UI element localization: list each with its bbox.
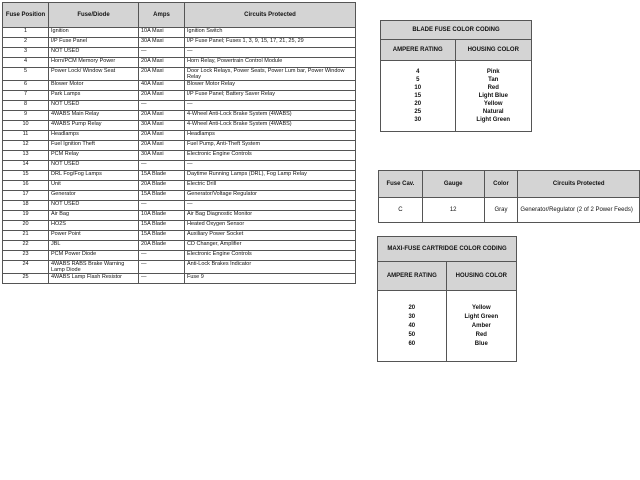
blade-color-value: Red	[487, 85, 499, 91]
cell-circuits-protected: Air Bag Diagnostic Monitor	[185, 211, 356, 221]
cell-fuse-diode: JBL	[49, 241, 139, 251]
cell-fuse-position: 25	[3, 274, 49, 284]
cell-fuse-diode: NOT USED	[49, 161, 139, 171]
cell-fuse-position: 18	[3, 201, 49, 211]
cell-fuse-diode: NOT USED	[49, 48, 139, 58]
cell-amps: 10A Blade	[139, 211, 185, 221]
cell-fuse-diode: Ignition	[49, 28, 139, 38]
maxi-color-value: Red	[475, 331, 487, 338]
maxi-rating-value: 20	[408, 304, 416, 311]
cell-fuse-diode: HO2S	[49, 221, 139, 231]
cell-fuse-position: 1	[3, 28, 49, 38]
maxi-colors-list	[446, 291, 516, 362]
cell-amps: —	[139, 261, 185, 274]
blade-rating-value: 20	[414, 101, 422, 107]
cell-fuse-diode: Generator	[49, 191, 139, 201]
cell-fuse-position: 20	[3, 221, 49, 231]
table-row	[3, 81, 356, 91]
cell-amps: 15A Blade	[139, 231, 185, 241]
table-row	[3, 261, 356, 274]
maxi-rating-value: 30	[408, 313, 416, 320]
cav-header-color: Color	[484, 171, 518, 198]
maxi-rating-value: 50	[408, 331, 416, 338]
cav-cell-gauge: 12	[422, 198, 484, 223]
cell-fuse-diode: Horn/PCM Memory Power	[49, 58, 139, 68]
blade-rating-value: 30	[414, 117, 422, 123]
table-row	[3, 171, 356, 181]
table-row	[3, 251, 356, 261]
table-row	[3, 141, 356, 151]
cell-amps: 20A Maxi	[139, 58, 185, 68]
cell-circuits-protected: I/P Fuse Panel; Battery Saver Relay	[185, 91, 356, 101]
maxi-col-ampere: AMPERE RATING	[378, 262, 447, 291]
cell-amps: 15A Blade	[139, 191, 185, 201]
cell-amps: 15A Blade	[139, 171, 185, 181]
cell-circuits-protected: Auxiliary Power Socket	[185, 231, 356, 241]
cell-circuits-protected: Anti-Lock Brakes Indicator	[185, 261, 356, 274]
cell-fuse-diode: Park Lamps	[49, 91, 139, 101]
cell-amps: 15A Blade	[139, 221, 185, 231]
blade-color-value: Yellow	[483, 101, 503, 107]
header-fuse-position: Fuse Position	[3, 3, 49, 28]
blade-col-color: HOUSING COLOR	[455, 40, 532, 61]
cell-fuse-diode: PCM Power Diode	[49, 251, 139, 261]
blade-color-value: Pink	[486, 69, 500, 75]
cell-fuse-position: 23	[3, 251, 49, 261]
cell-amps: 30A Maxi	[139, 121, 185, 131]
cell-fuse-position: 5	[3, 68, 49, 81]
cell-fuse-diode: Power Point	[49, 231, 139, 241]
maxi-color-value: Yellow	[471, 304, 491, 311]
cell-circuits-protected: Daytime Running Lamps (DRL), Fog Lamp Relay	[185, 171, 356, 181]
cell-amps: 20A Maxi	[139, 111, 185, 121]
cell-circuits-protected: Horn Relay, Powertrain Control Module	[185, 58, 356, 68]
table-row	[3, 241, 356, 251]
cell-circuits-protected: 4-Wheel Anti-Lock Brake System (4WABS)	[185, 121, 356, 131]
table-row	[3, 111, 356, 121]
maxi-color-value: Amber	[471, 322, 491, 329]
cell-fuse-position: 10	[3, 121, 49, 131]
cell-fuse-diode: Air Bag	[49, 211, 139, 221]
cell-fuse-position: 12	[3, 141, 49, 151]
cell-fuse-position: 19	[3, 211, 49, 221]
cell-circuits-protected: Electronic Engine Controls	[185, 251, 356, 261]
cell-circuits-protected: Electric Drill	[185, 181, 356, 191]
cell-circuits-protected: Fuse 9	[185, 274, 356, 284]
cell-amps: 10A Maxi	[139, 28, 185, 38]
cell-circuits-protected: Headlamps	[185, 131, 356, 141]
cell-fuse-position: 3	[3, 48, 49, 58]
table-row	[3, 101, 356, 111]
cell-fuse-position: 4	[3, 58, 49, 68]
cell-amps: 20A Maxi	[139, 141, 185, 151]
table-row	[3, 201, 356, 211]
cav-cell-fuse-cav: C	[379, 198, 423, 223]
table-row	[3, 151, 356, 161]
cell-amps: —	[139, 201, 185, 211]
cell-fuse-position: 22	[3, 241, 49, 251]
cell-circuits-protected: Generator/Voltage Regulator	[185, 191, 356, 201]
table-row	[3, 181, 356, 191]
maxi-table-title: MAXI-FUSE CARTRIDGE COLOR CODING	[378, 237, 517, 262]
table-row	[3, 211, 356, 221]
cav-header-circuits: Circuits Protected	[518, 171, 640, 198]
cell-fuse-position: 14	[3, 161, 49, 171]
cell-fuse-diode: NOT USED	[49, 101, 139, 111]
cell-fuse-diode: PCM Relay	[49, 151, 139, 161]
cell-fuse-position: 8	[3, 101, 49, 111]
cell-fuse-diode: 4WABS RABS Brake Warning Lamp Diode	[49, 261, 139, 274]
main-table-body	[3, 28, 356, 284]
cell-fuse-position: 9	[3, 111, 49, 121]
cell-amps: 20A Blade	[139, 241, 185, 251]
maxi-color-value: Light Green	[464, 313, 499, 320]
cell-amps: 20A Maxi	[139, 131, 185, 141]
table-row	[3, 221, 356, 231]
blade-fuse-color-table	[380, 20, 532, 132]
cell-amps: 20A Maxi	[139, 91, 185, 101]
blade-rating-value: 10	[414, 85, 422, 91]
main-table-header	[3, 3, 356, 28]
table-row	[3, 191, 356, 201]
fuse-panel-table	[2, 2, 356, 284]
cell-circuits-protected: Electronic Engine Controls	[185, 151, 356, 161]
blade-table-title: BLADE FUSE COLOR CODING	[381, 21, 532, 40]
blade-color-value: Light Blue	[478, 93, 508, 99]
blade-col-ampere: AMPERE RATING	[381, 40, 456, 61]
blade-rating-value: 5	[416, 77, 420, 83]
fuse-cavity-table	[378, 170, 640, 223]
maxi-rating-value: 60	[408, 340, 416, 347]
blade-rating-value: 15	[414, 93, 422, 99]
header-amps: Amps	[139, 3, 185, 28]
header-circuits-protected: Circuits Protected	[185, 3, 356, 28]
cell-amps: —	[139, 274, 185, 284]
cell-amps: —	[139, 251, 185, 261]
cell-amps: 30A Maxi	[139, 38, 185, 48]
cell-fuse-position: 24	[3, 261, 49, 274]
blade-color-value: Tan	[488, 77, 499, 83]
cell-fuse-diode: 4WABS Pump Relay	[49, 121, 139, 131]
cell-amps: 20A Blade	[139, 181, 185, 191]
cell-amps: 40A Maxi	[139, 81, 185, 91]
blade-rating-value: 4	[416, 69, 420, 75]
blade-colors-list	[455, 61, 532, 132]
cell-amps: 20A Maxi	[139, 68, 185, 81]
table-row	[3, 231, 356, 241]
maxi-ratings-list	[378, 291, 447, 362]
table-row	[3, 68, 356, 81]
table-row	[3, 121, 356, 131]
blade-ratings-list	[381, 61, 456, 132]
maxi-color-value: Blue	[474, 340, 488, 347]
maxi-col-color: HOUSING COLOR	[446, 262, 516, 291]
table-row	[3, 131, 356, 141]
cell-fuse-diode: I/P Fuse Panel	[49, 38, 139, 48]
cell-circuits-protected: —	[185, 201, 356, 211]
cell-fuse-diode: DRL Fog/Fog Lamps	[49, 171, 139, 181]
maxi-fuse-color-table	[377, 236, 517, 362]
cell-circuits-protected: —	[185, 101, 356, 111]
cav-header-fuse-cav: Fuse Cav.	[379, 171, 423, 198]
cav-cell-color: Gray	[484, 198, 518, 223]
cell-circuits-protected: Ignition Switch	[185, 28, 356, 38]
cell-fuse-diode: Headlamps	[49, 131, 139, 141]
cell-fuse-diode: 4WABS Main Relay	[49, 111, 139, 121]
cell-fuse-position: 6	[3, 81, 49, 91]
cell-fuse-position: 17	[3, 191, 49, 201]
cell-fuse-diode: Fuel Ignition Theft	[49, 141, 139, 151]
blade-rating-value: 25	[414, 109, 422, 115]
cell-circuits-protected: 4-Wheel Anti-Lock Brake System (4WABS)	[185, 111, 356, 121]
cell-amps: —	[139, 161, 185, 171]
cell-circuits-protected: —	[185, 48, 356, 58]
blade-color-value: Natural	[482, 109, 504, 115]
table-row	[3, 91, 356, 101]
table-row	[3, 161, 356, 171]
cell-fuse-position: 11	[3, 131, 49, 141]
cell-fuse-position: 21	[3, 231, 49, 241]
cell-amps: —	[139, 48, 185, 58]
cell-fuse-position: 2	[3, 38, 49, 48]
cell-amps: 30A Maxi	[139, 151, 185, 161]
table-row	[3, 58, 356, 68]
cell-fuse-position: 7	[3, 91, 49, 101]
cell-fuse-diode: Power Lock/ Window Seat	[49, 68, 139, 81]
cell-fuse-diode: NOT USED	[49, 201, 139, 211]
cav-header-gauge: Gauge	[422, 171, 484, 198]
cell-amps: —	[139, 101, 185, 111]
cell-fuse-position: 13	[3, 151, 49, 161]
cell-circuits-protected: Fuel Pump, Anti-Theft System	[185, 141, 356, 151]
cell-fuse-diode: Unit	[49, 181, 139, 191]
cell-circuits-protected: Heated Oxygen Sensor	[185, 221, 356, 231]
table-row	[3, 48, 356, 58]
cav-cell-circuits: Generator/Regulator (2 of 2 Power Feeds)	[518, 198, 640, 223]
table-row	[3, 274, 356, 284]
table-row	[3, 28, 356, 38]
cell-circuits-protected: —	[185, 161, 356, 171]
cell-circuits-protected: Blower Motor Relay	[185, 81, 356, 91]
blade-color-value: Light Green	[476, 117, 511, 123]
maxi-rating-value: 40	[408, 322, 416, 329]
cell-circuits-protected: CD Changer, Amplifier	[185, 241, 356, 251]
cell-fuse-position: 15	[3, 171, 49, 181]
cell-fuse-diode: 4WABS Lamp Flash Resistor	[49, 274, 139, 284]
cell-circuits-protected: Door Lock Relays, Power Seats, Power Lum bar, Power Window Relay	[185, 68, 356, 81]
cell-circuits-protected: I/P Fuse Panel; Fuses 1, 3, 9, 15, 17, 21, 25, 29	[185, 38, 356, 48]
table-row	[3, 38, 356, 48]
cell-fuse-position: 16	[3, 181, 49, 191]
header-fuse-diode: Fuse/Diode	[49, 3, 139, 28]
cell-fuse-diode: Blower Motor	[49, 81, 139, 91]
